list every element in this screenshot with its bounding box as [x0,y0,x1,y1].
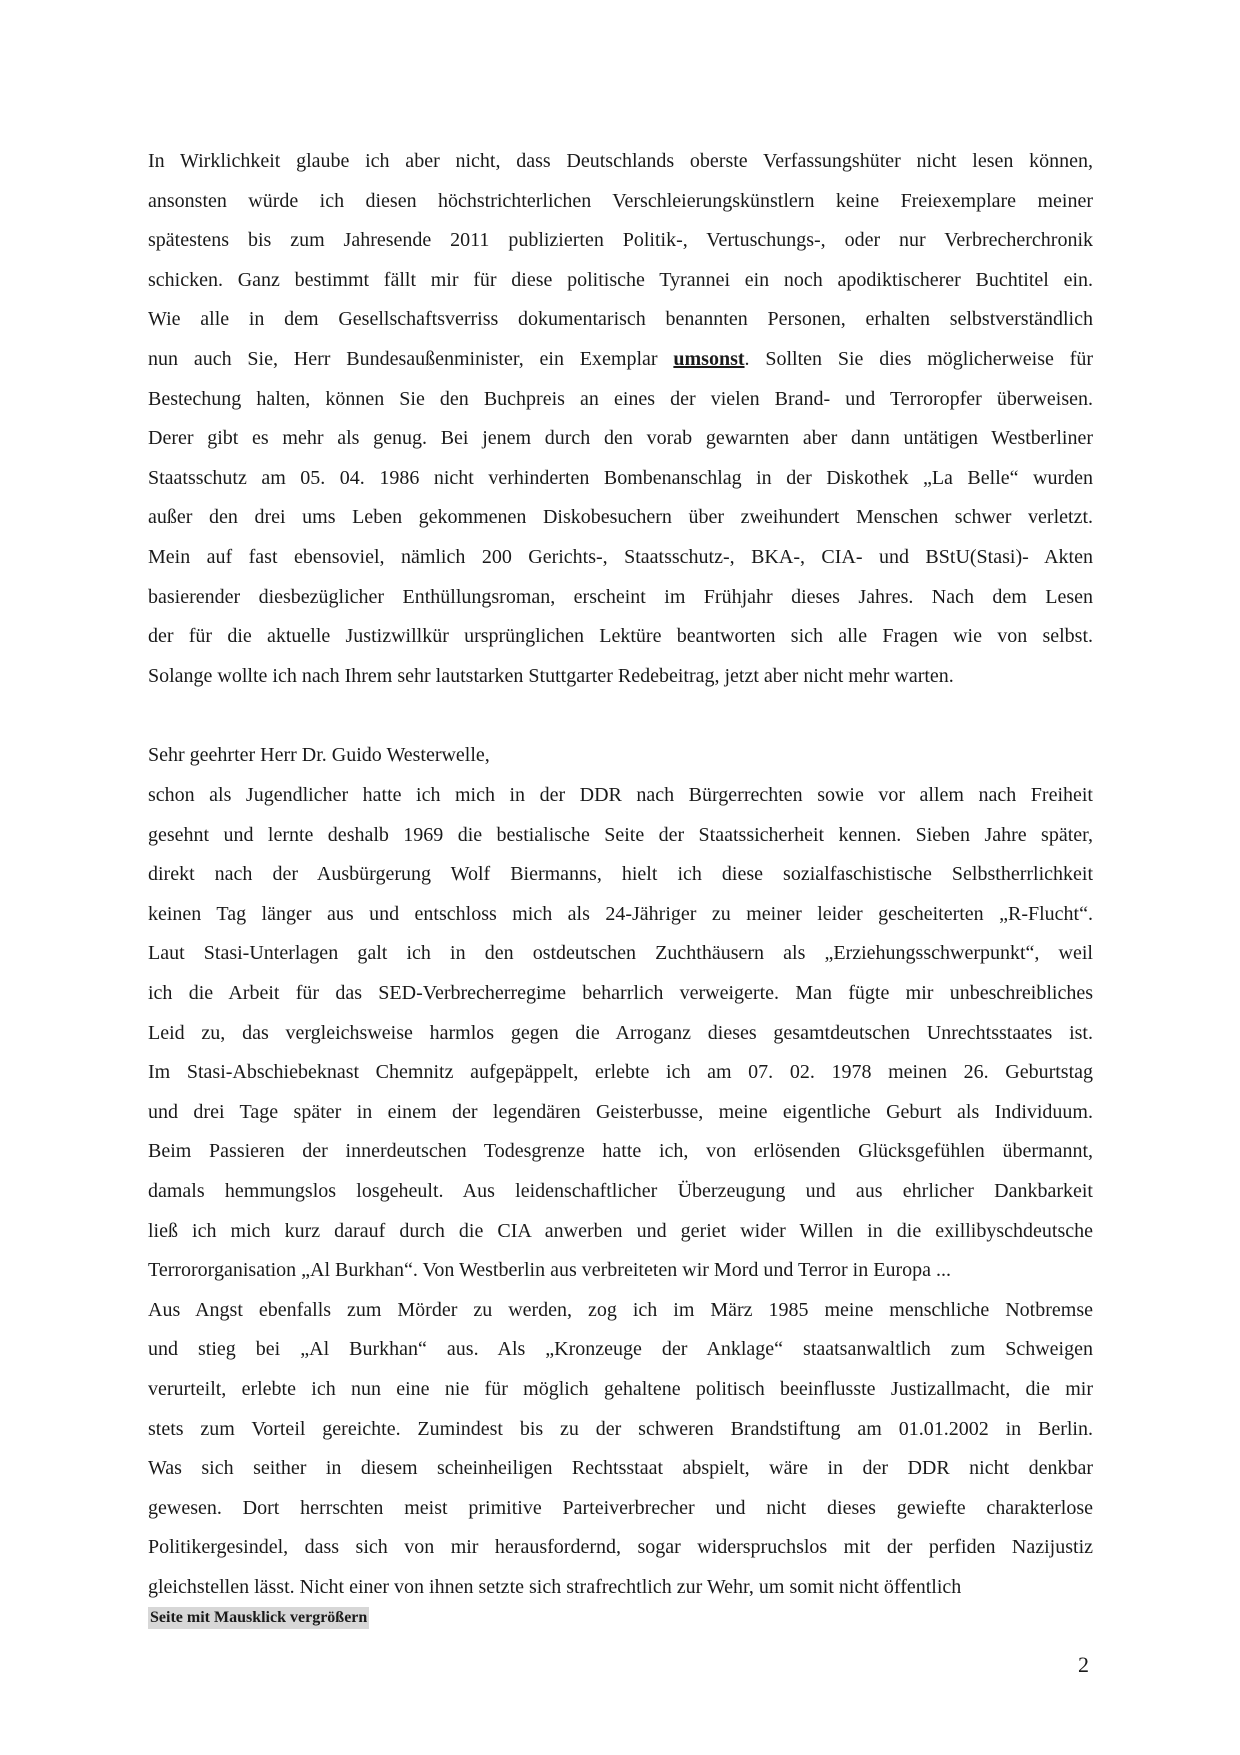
text-line: Derer gibt es mehr als genug. Bei jenem durch den vorab gewarnten aber dann untätigen Westberliner [148,427,1093,450]
text-line: stets zum Vorteil gereichte. Zumindest bis zu der schweren Brandstiftung am 01.01.2002 in Berlin. [148,1417,1093,1440]
text-line: spätestens bis zum Jahresende 2011 publizierten Politik-, Vertuschungs-, oder nur Verbrecherchronik [148,229,1093,252]
text-line: ich die Arbeit für das SED-Verbrecherregime beharrlich verweigerte. Man fügte mir unbeschreibliches [148,981,1093,1004]
text-line: und drei Tage später in einem der legendären Geisterbusse, meine eigentliche Geburt als Individuum. [148,1100,1093,1123]
text-line: gleichstellen lässt. Nicht einer von ihnen setzte sich strafrechtlich zur Wehr, um somit nicht öffentlich [148,1575,962,1598]
text-line: und stieg bei „Al Burkhan“ aus. Als „Kronzeuge der Anklage“ staatsanwaltlich zum Schweigen [148,1338,1093,1361]
text-line: Laut Stasi-Unterlagen galt ich in den ostdeutschen Zuchthäusern als „Erziehungsschwerpunkt“, weil [148,942,1093,965]
text-line: Beim Passieren der innerdeutschen Todesgrenze hatte ich, von erlösenden Glücksgefühlen übermannt, [148,1140,1093,1163]
text-line: gesehnt und lernte deshalb 1969 die bestialische Seite der Staatssicherheit kennen. Sieben Jahre später, [148,823,1093,846]
text-line: Im Stasi-Abschiebeknast Chemnitz aufgepäppelt, erlebte ich am 07. 02. 1978 meinen 26. Geburtstag [148,1061,1093,1084]
page-number: 2 [1078,1652,1089,1677]
text-line: basierender diesbezüglicher Enthüllungsroman, erscheint im Frühjahr dieses Jahres. Nach dem Lesen [148,585,1093,608]
text-line: außer den drei ums Leben gekommenen Diskobesuchern über zweihundert Menschen schwer verletzt. [148,506,1093,529]
text-line: In Wirklichkeit glaube ich aber nicht, dass Deutschlands oberste Verfassungshüter nicht lesen können, [148,150,1093,172]
text-line: Solange wollte ich nach Ihrem sehr lautstarken Stuttgarter Redebeitrag, jetzt aber nicht mehr warten. [148,664,954,687]
text-line: Aus Angst ebenfalls zum Mörder zu werden, zog ich im März 1985 meine menschliche Notbremse [148,1298,1093,1321]
text-line: Mein auf fast ebensoviel, nämlich 200 Gerichts-, Staatsschutz-, BKA-, CIA- und BStU(Stasi)- Akten [148,545,1093,568]
emphasized-word: umsonst [673,347,745,370]
paragraph-1 [148,142,1093,696]
text-line: ansonsten würde ich diesen höchstrichterlichen Verschleierungskünstlern keine Freiexemplare meiner [148,189,1093,212]
text-line: Leid zu, das vergleichsweise harmlos gegen die Arroganz dieses gesamtdeutschen Unrechtsstaates ist. [148,1021,1093,1044]
text-line: keinen Tag länger aus und entschloss mich als 24-Jähriger zu meiner leider gescheiterten „R-Flucht“. [148,902,1093,925]
salutation: Sehr geehrter Herr Dr. Guido Westerwelle, [148,744,490,766]
text-line: verurteilt, erlebte ich nun eine nie für möglich gehaltene politisch beeinflusste Justizallmacht, die mir [148,1377,1093,1400]
text-line: Wie alle in dem Gesellschaftsverriss dokumentarisch benannten Personen, erhalten selbstverständlich [148,308,1093,331]
text-line: damals hemmungslos losgeheult. Aus leidenschaftlicher Überzeugung und aus ehrlicher Dankbarkeit [148,1179,1093,1202]
text-line: schon als Jugendlicher hatte ich mich in der DDR nach Bürgerrechten sowie vor allem nach Freiheit [148,784,1093,806]
paragraph-2 [148,776,1093,1607]
text-line: der für die aktuelle Justizwillkür ursprünglichen Lektüre beantworten sich alle Fragen wie von selbst. [148,625,1093,648]
text-line: Staatsschutz am 05. 04. 1986 nicht verhinderten Bombenanschlag in der Diskothek „La Belle“ wurden [148,466,1093,489]
text-line: ließ ich mich kurz darauf durch die CIA anwerben und geriet wider Willen in die exillibyschdeutsche [148,1219,1093,1242]
text-line: Was sich seither in diesem scheinheiligen Rechtsstaat abspielt, wäre in der DDR nicht denkbar [148,1457,1093,1480]
text-line: schicken. Ganz bestimmt fällt mir für diese politische Tyrannei ein noch apodiktischerer Buchtitel ein. [148,268,1093,291]
text-line: Bestechung halten, können Sie den Buchpreis an eines der vielen Brand- und Terroropfer überweisen. [148,387,1093,410]
text-line: Politikergesindel, dass sich von mir herausfordernd, sogar widerspruchslos mit der perfiden Nazijustiz [148,1536,1093,1559]
text-line: gewesen. Dort herrschten meist primitive Parteiverbrecher und nicht dieses gewiefte charakterlose [148,1496,1093,1519]
text-segment: nun auch Sie, Herr Bundesaußenminister, ein Exemplar [148,347,674,370]
text-line: Terrororganisation „Al Burkhan“. Von Westberlin aus verbreiteten wir Mord und Terror in Europa ... [148,1259,951,1282]
text-line: direkt nach der Ausbürgerung Wolf Biermanns, hielt ich diese sozialfaschistische Selbstherrlichkeit [148,863,1093,886]
text-segment: . Sollten Sie dies möglicherweise für [744,347,1093,370]
zoom-page-link[interactable]: Seite mit Mausklick vergrößern [148,1607,369,1629]
text-line-with-emphasis [148,340,1093,380]
